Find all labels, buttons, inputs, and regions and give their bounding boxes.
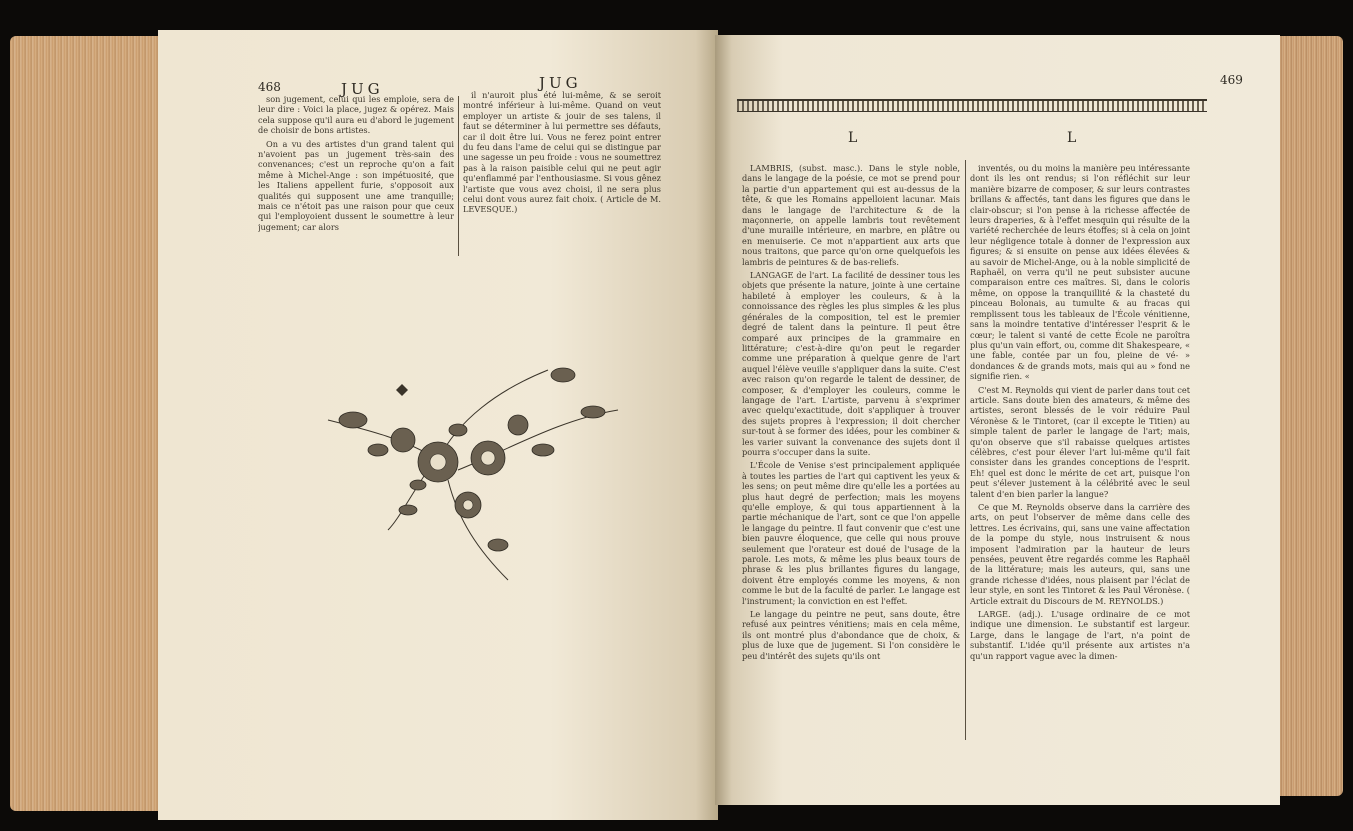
column-letter-2: L: [1067, 130, 1077, 146]
column-letter-1: L: [848, 130, 858, 146]
book: [10, 30, 1343, 820]
paragraph: L'École de Venise s'est principalement appliquée à toutes les parties de l'art qui captivent les yeux & les sens; on peut même dire qu'elle les a portées au plus haut degré de perfection; mais les moyens qu'elle employe, & qui tous appartiennent à la partie méchanique de l'art, sont ce que l'on appelle le langage du peintre. Il faut convenir que c'est une bien pauvre éloquence, que celle qui nous prouve seulement que l'orateur est doué de l'usage de la parole. Les mots, & même les plus beaux tours de phrase & les plus brillantes figures du langage, doivent être employés comme les moyens, & non comme le but de la faculté de parler. Le langage est l'instrument; la conviction en est l'effet.: [742, 460, 960, 606]
paragraph: LARGE. (adj.). L'usage ordinaire de ce mot indique une dimension. Le substantif est largeur. Large, dans le langage de l'art, n'a point de substantif. L'idée qu'il présente aux artistes n'a qu'un rapport vague avec la dimen-: [970, 609, 1190, 661]
paragraph: son jugement, celui qui les emploie, sera de leur dire : Voici la place, jugez & opérez. Mais cela suppose qu'il aura eu d'abord le jugement de choisir de bons artistes.: [258, 94, 454, 136]
floral-ornament-illustration: [308, 330, 638, 590]
page-number-left: 468: [258, 80, 281, 94]
left-page-column-2: [463, 90, 661, 265]
column-rule: [458, 96, 459, 256]
paragraph: Ce que M. Reynolds observe dans la carrière des arts, on peut l'observer de même dans celle des lettres. Les écrivains, qui, sans une vaine affectation de la pompe du style, nous instruisent & nous imposent l'admiration par la hauteur de leurs pensées, peuvent être regardés comme les Raphaël de la littérature; mais les auteurs, qui, sans une grande richesse d'idées, nous plaisent par l'éclat de leur style, en sont les Tintoret & les Paul Véronèse. ( Article extrait du Discours de M. REYNOLDS.): [970, 502, 1190, 606]
right-page-column-2: [970, 163, 1190, 763]
paragraph: C'est M. Reynolds qui vient de parler dans tout cet article. Sans doute bien des amateurs, & même des artistes, seront blessés de le voir réduire Paul Véronèse & le Tintoret, (car il excepte le Titien) au simple talent de parler le langage de l'art; mais, qu'on observe que s'il rabaisse quelques artistes célèbres, c'est pour élever l'art lui-même qu'il fait consister dans les grandes conceptions de l'esprit. Eh! quel est donc le mérite de cet art, puisque l'on peut s'élever justement à la célébrité avec le seul talent d'en bien parler la langue?: [970, 384, 1190, 499]
page-edges-left: [10, 36, 160, 811]
running-head-right: JUG: [539, 74, 582, 92]
paragraph: inventés, ou du moins la manière peu intéressante dont ils les ont rendus; si l'on réfléchit sur leur manière bizarre de composer, & sur leurs contrastes brillans & affectés, tant dans les figures que dans le clair-obscur; si l'on pense à la richesse affectée de leurs draperies, & à l'effet mesquin qui résulte de la variété recherchée de leurs étoffes; si à cela on joint leur négligence totale à donner de l'expression aux figures; & si ensuite on pense aux idées élevées & au savoir de Michel-Ange, ou à la noble simplicité de Raphaël, on verra qu'il ne peut subsister aucune comparaison entre ces maîtres. Si, dans le coloris même, on oppose la tranquillité & la chasteté du pinceau Bolonais, au tumulte & au fracas qui remplissent tous les tableaux de l'École vénitienne, sans la moindre tentative d'intéresser l'esprit & le cœur; le talent si vanté de cette École ne paroîtra plus qu'un vain effort, ou, comme dit Shakespeare, « une fable, contée par un fou, pleine de vé- » dondances & de grands mots, mais qui au » fond ne signifie rien. «: [970, 163, 1190, 382]
paragraph: il n'auroit plus été lui-même, & se seroit montré inférieur à lui-même. Quand on veut employer un artiste & jouir de ses talens, il faut se déterminer à lui permettre ses défauts, car il doit être lui. Vous ne ferez point entrer du feu dans l'ame de celui qui se distingue par une sagesse un peu froide : vous ne soumettrez pas à la raison paisible celui qui ne peut agir qu'enflammé par l'enthousiasme. Si vous gênez l'artiste que vous avez choisi, il ne sera plus celui dont vous aurez fait choix. ( Article de M. LEVESQUE.): [463, 90, 661, 215]
column-rule: [965, 160, 966, 740]
right-page-column-1: [742, 163, 960, 763]
paragraph: Le langage du peintre ne peut, sans doute, être refusé aux peintres vénitiens; mais en cela même, ils ont montré plus d'abondance que de choix, & plus de luxe que de jugement. Si l'on considère le peu d'intérêt des sujets qu'ils ont: [742, 609, 960, 661]
right-page: [715, 35, 1280, 805]
paragraph: On a vu des artistes d'un grand talent qui n'avoient pas un jugement très-sain des convenances; c'est un reproche qu'on a fait même à Michel-Ange : son impétuosité, que les Italiens appellent furie, s'opposoit aux qualités qui supposent une ame tranquille; mais ce n'étoit pas une raison pour que ceux qui l'employoient dussent le soumettre à leur jugement; car alors: [258, 138, 454, 232]
left-page: [158, 30, 718, 820]
left-page-column-1: [258, 94, 454, 274]
header-ornament-rule: [737, 99, 1207, 112]
page-number-right: 469: [1220, 73, 1243, 87]
paragraph: LAMBRIS, (subst. masc.). Dans le style noble, dans le langage de la poésie, ce mot se prend pour la partie d'un appartement qui est au-dessus de la tête, & que les Romains appelloient lacunar. Mais dans le langage de l'architecture & de la maçonnerie, on appelle lambris tout revêtement d'une muraille intérieure, en marbre, en plâtre ou en menuiserie. Ce mot n'appartient aux arts que nous traitons, que parce qu'on orne quelquefois les lambris de peintures & de bas-reliefs.: [742, 163, 960, 267]
running-head-left: JUG: [341, 80, 384, 98]
page-edges-right: [1273, 36, 1343, 796]
paragraph: LANGAGE de l'art. La facilité de dessiner tous les objets que présente la nature, jointe à une certaine habileté à employer les couleurs, & à la connoissance des règles les plus simples & les plus générales de la composition, tel est le premier degré de talent dans la peinture. Il peut être comparé aux principes de la grammaire en littérature; c'est-à-dire qu'on peut le regarder comme une préparation à quelque genre de l'art auquel l'élève veuille s'appliquer dans la suite. C'est avec raison qu'on regarde le talent de dessiner, de composer, & d'employer les couleurs, comme le langage de l'art. L'artiste, parvenu à s'exprimer avec quelqu'exactitude, doit s'appliquer à trouver des sujets propres à l'expression; il doit chercher sur-tout à se former des idées, pour les combiner & les varier suivant la convenance des sujets dont il pourra s'occuper dans la suite.: [742, 270, 960, 457]
